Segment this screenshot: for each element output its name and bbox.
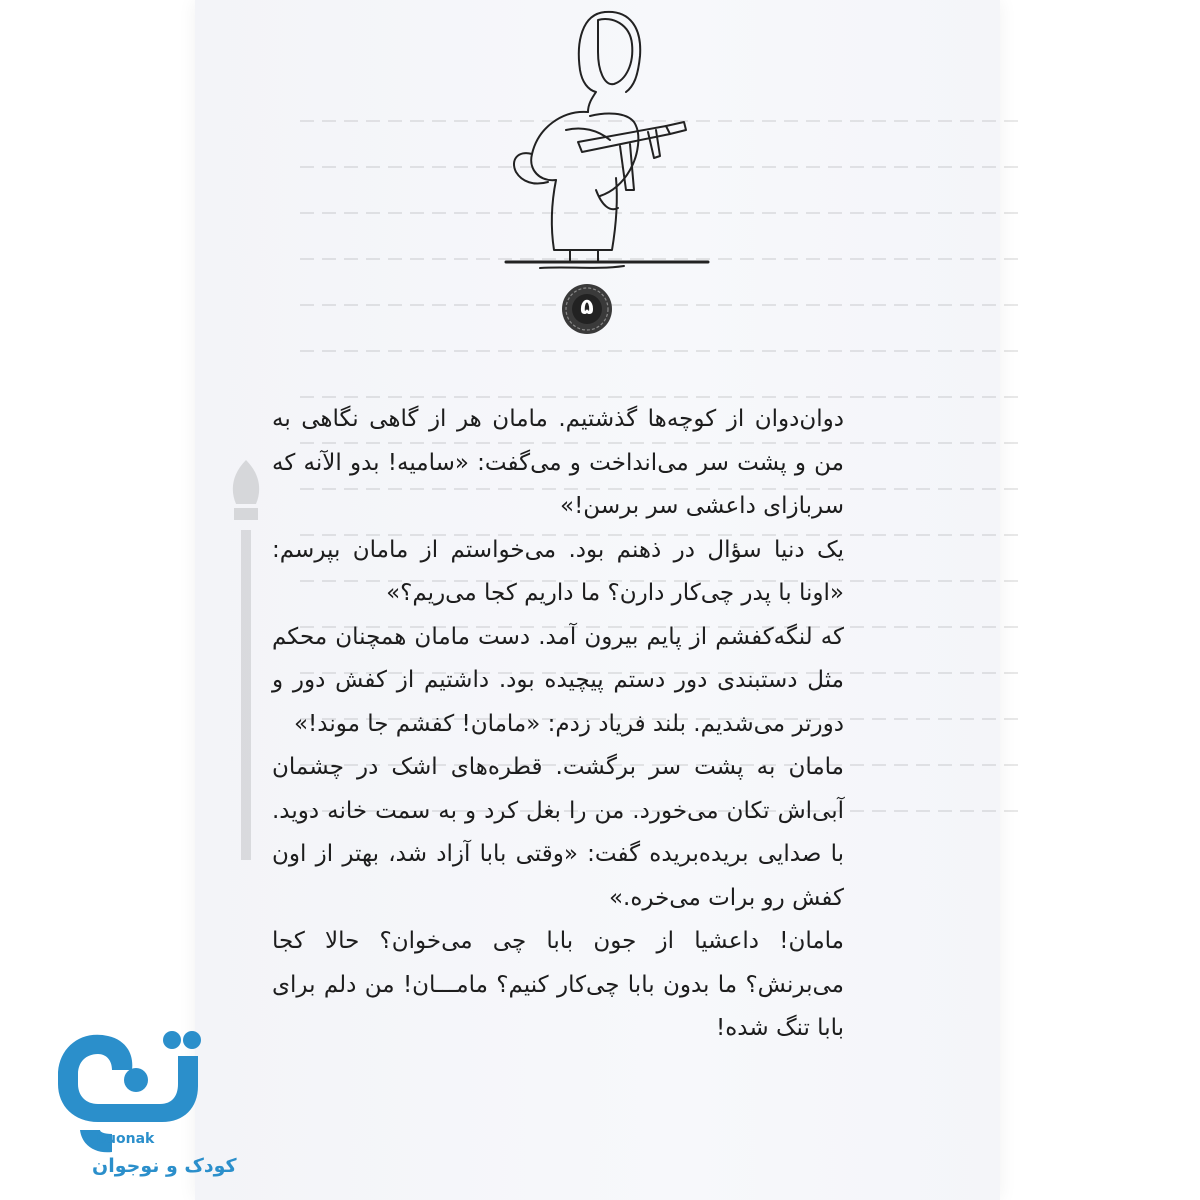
paragraph: مامان به پشت سر برگشت. قطره‌های اشک در چشمان آبی‌اش تکان می‌خورد. من را بغل کرد و به سمت خانه دوید. با صدایی بریده‌بریده گفت: «وقتی بابا آزاد شد، بهتر از اون کفش رو برات می‌خره.» [272, 754, 844, 911]
paragraph: که لنگه‌کفشم از پایم بیرون آمد. دست مامان همچنان محکم مثل دستبندی دور دستم پیچیده بود. داشتیم از کفش دور و دورتر می‌شدیم. بلند فریاد زدم: «مامان! کفشم جا موند!» [272, 623, 844, 737]
soldier-illustration [470, 0, 730, 290]
paragraph: یک دنیا سؤال در ذهنم بود. می‌خواستم از مامان بپرسم: «اونا با پدر چی‌کار دارن؟ ما داریم کجا می‌ریم؟» [272, 536, 844, 606]
paragraph: دوان‌دوان از کوچه‌ها گذشتیم. مامان هر از گاهی نگاهی به من و پشت سر می‌انداخت و می‌گفت: «سامیه! بدو الآنه که سربازای داعشی سر برسن!» [272, 406, 844, 519]
chapter-number: ۵ [580, 295, 594, 320]
logo-tagline: کودک و نوجوان [92, 1155, 237, 1177]
spine-ornament [222, 460, 270, 870]
chapter-body-text [272, 398, 844, 1051]
logo-latin-name: puonak [96, 1131, 155, 1147]
paragraph: مامان! داعشیا از جون بابا چی می‌خوان؟ حالا کجا می‌برنش؟ ما بدون بابا چی‌کار کنیم؟ مامـــان! من دلم برای بابا تنگ شده! [272, 928, 844, 1041]
